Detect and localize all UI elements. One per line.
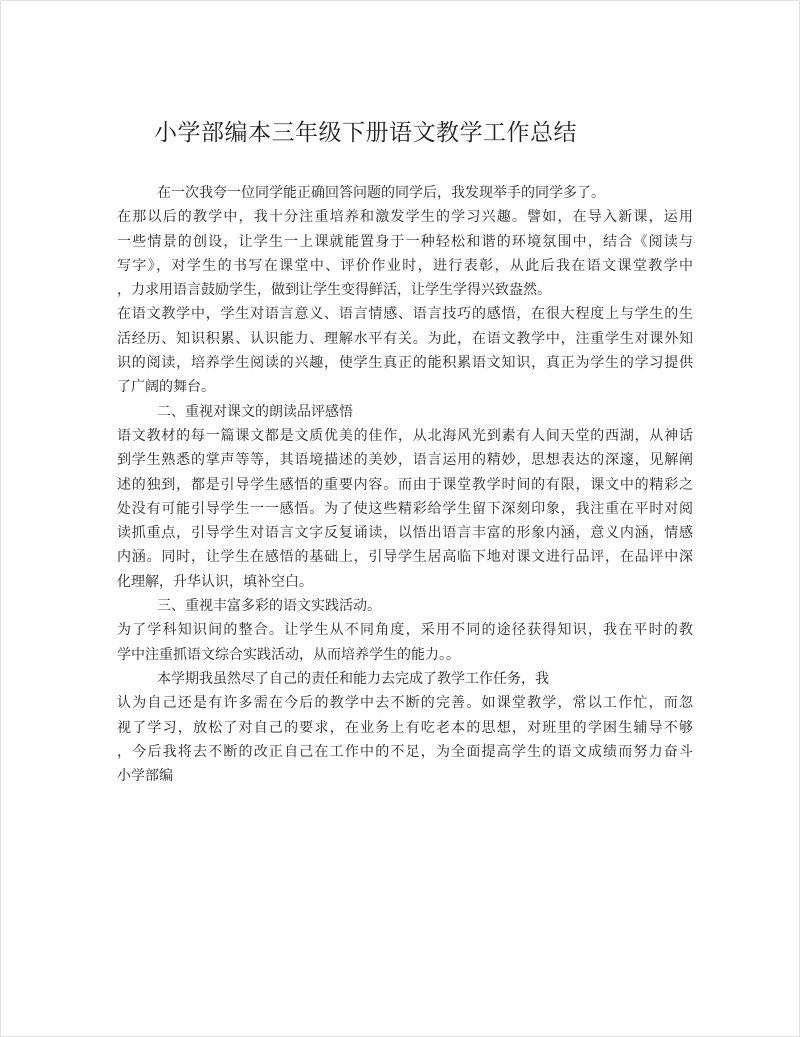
paragraph-line: 认为自己还是有许多需在今后的教学中去不断的完善。如课堂教学，常以工作忙，而忽 [117,695,693,712]
paragraph-line: 为了学科知识间的整合。让学生从不同角度，采用不同的途径获得知识，我在平时的教 [117,622,693,639]
paragraph-line: 述的独到，都是引导学生感悟的重要内容。而由于课堂教学时间的有限，课文中的精彩之 [117,476,693,493]
section-heading: 三、重视丰富多彩的语文实践活动。 [157,598,381,615]
paragraph-line: 在语文教学中，学生对语言意义、语言情感、语言技巧的感悟，在很大程度上与学生的生 [117,306,693,323]
paragraph-line: ，力求用语言鼓励学生，做到让学生变得鲜活，让学生学得兴致盎然。 [117,282,551,299]
document-title: 小学部编本三年级下册语文教学工作总结 [154,120,577,146]
paragraph-line: 到学生熟悉的掌声等等，其语境描述的美妙，语言运用的精妙，思想表达的深邃，见解阐 [117,452,693,469]
paragraph-line: 读抓重点，引导学生对语言文字反复诵读，以悟出语言丰富的形象内涵，意义内涵，情感 [117,525,693,542]
paragraph-line: 处没有可能引导学生一一感悟。为了使这些精彩给学生留下深刻印象，我注重在平时对阅 [117,500,693,517]
section-heading: 二、重视对课文的朗读品评感悟 [157,403,353,420]
document-body [117,181,693,788]
paragraph-line: 在一次我夸一位同学能正确回答问题的同学后，我发现举手的同学多了。 [157,185,605,201]
paragraph-line: 化理解，升华认识，填补空白。 [117,573,313,590]
paragraph-line: 视了学习，放松了对自己的要求，在业务上有吃老本的思想，对班里的学困生辅导不够 [117,719,693,736]
signature-line: 小学部编 [117,768,173,785]
paragraph-line: 写字》，对学生的书写在课堂中、评价作业时，进行表彰，从此后我在语文课堂教学中 [117,257,693,274]
paragraph-line: 语文教材的每一篇课文都是文质优美的佳作，从北海风光到素有人间天堂的西湖，从神话 [117,427,693,444]
paragraph-line: 本学期我虽然尽了自己的责任和能力去完成了教学工作任务，我 [157,670,549,687]
paragraph-line: 在那以后的教学中，我十分注重培养和激发学生的学习兴趣。譬如，在导入新课，运用 [117,209,693,226]
paragraph-line: 学中注重抓语文综合实践活动，从而培养学生的能力。。 [117,646,460,663]
paragraph-line: 内涵。同时，让学生在感悟的基础上，引导学生居高临下地对课文进行品评，在品评中深 [117,549,693,566]
paragraph-line: 了广阔的舞台。 [117,379,215,396]
paragraph-line: 一些情景的创设，让学生一上课就能置身于一种轻松和谐的环境氛围中，结合《阅读与 [117,233,693,250]
paragraph-line: ，今后我将去不断的改正自己在工作中的不足，为全面提高学生的语文成绩而努力奋斗 [117,743,693,760]
paragraph-line: 活经历、知识积累、认识能力、理解水平有关。为此，在语文教学中，注重学生对课外知 [117,330,693,347]
paragraph-line: 识的阅读，培养学生阅读的兴趣，使学生真正的能积累语文知识，真正为学生的学习提供 [117,355,693,372]
